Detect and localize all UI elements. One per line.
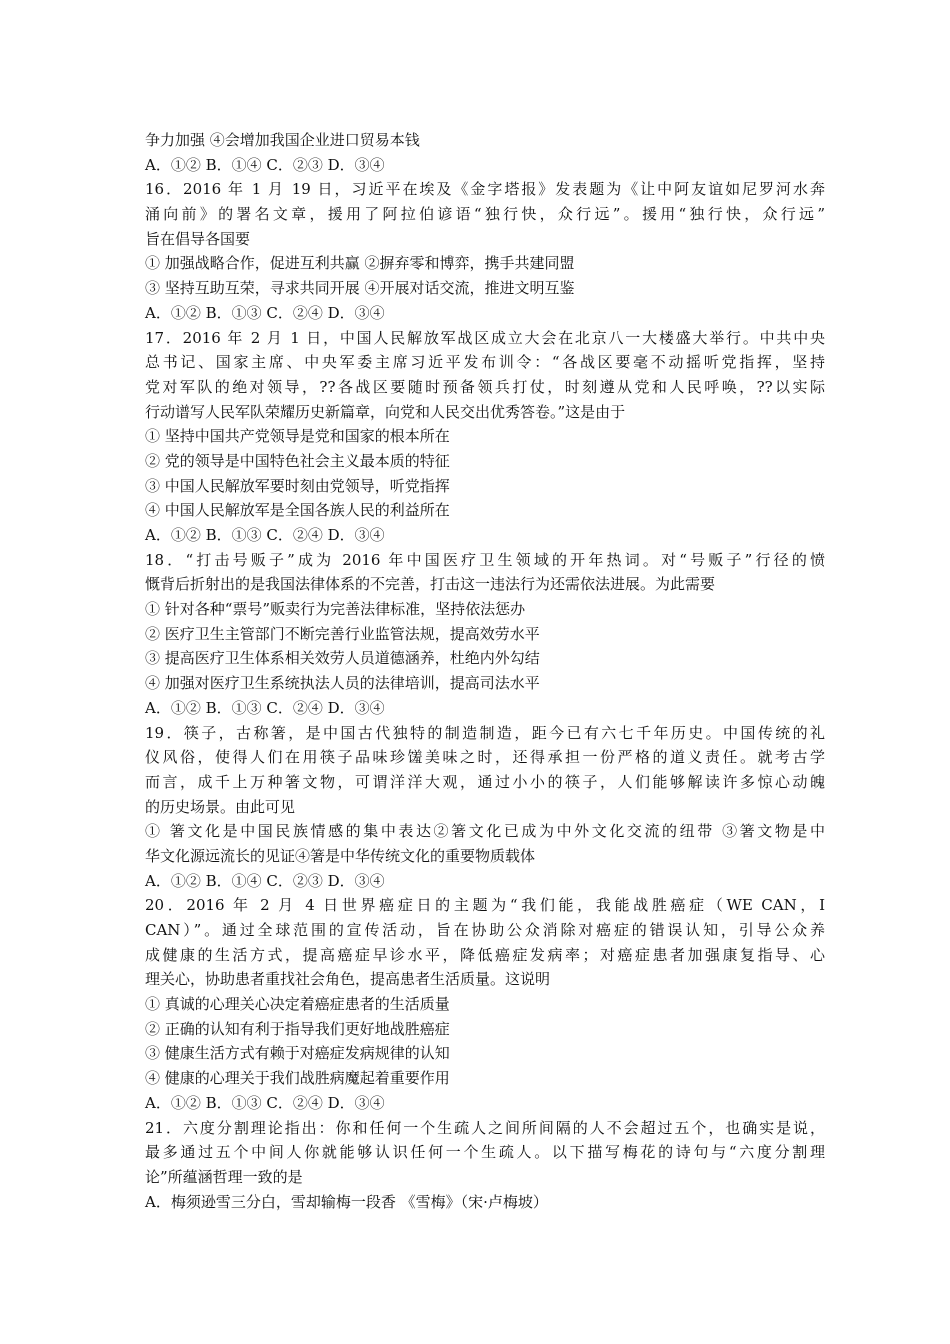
question-17-statement: ① 坚持中国共产党领导是党和国家的根本所在 — [145, 427, 450, 446]
question-18-stem: 慨背后折射出的是我国法律体系的不完善，打击这一违法行为还需依法进展。为此需要 — [145, 575, 716, 594]
question-20-stem: 20．2016 年 2 月 4 日世界癌症日的主题为“我们能，我能战胜癌症（WE CAN，I — [145, 896, 825, 915]
question-20-statement: ① 真诚的心理关心决定着癌症患者的生活质量 — [145, 995, 450, 1014]
question-18-statement: ④ 加强对医疗卫生系统执法人员的法律培训，提高司法水平 — [145, 674, 540, 693]
question-17-stem: 党对军队的绝对领导，??各战区要随时预备领兵打仗，时刻遵从党和人民呼唤，??以实际 — [145, 377, 825, 396]
question-17-statement: ④ 中国人民解放军是全国各族人民的利益所在 — [145, 501, 450, 520]
answer-option-21-a: A．梅须逊雪三分白，雪却输梅一段香 《雪梅》（宋·卢梅坡） — [145, 1192, 548, 1211]
answer-options-20: A．①② B．①③ C．②④ D．③④ — [145, 1093, 385, 1112]
question-16-statement: ③ 坚持互助互荣，寻求共同开展 ④开展对话交流，推进文明互鉴 — [145, 279, 575, 298]
question-19-stem: 19．筷子，古称箸，是中国古代独特的制造制造，距今已有六七千年历史。中国传统的礼 — [145, 723, 825, 742]
question-16-statement: ① 加强战略合作，促进互利共赢 ②摒弃零和博弈，携手共建同盟 — [145, 254, 575, 273]
question-20-statement: ④ 健康的心理关于我们战胜病魔起着重要作用 — [145, 1069, 450, 1088]
question-20-statement: ② 正确的认知有利于指导我们更好地战胜癌症 — [145, 1019, 450, 1038]
answer-options-17: A．①② B．①③ C．②④ D．③④ — [145, 526, 385, 544]
exam-page — [145, 128, 825, 1214]
question-18-statement: ① 针对各种“票号”贩卖行为完善法律标准，坚持依法惩办 — [145, 600, 526, 619]
question-19-stem: 而言，成千上万种箸文物，可谓洋洋大观，通过小小的筷子，人们能够解读许多惊心动魄 — [145, 772, 825, 791]
question-20-stem: 理关心，协助患者重找社会角色，提高患者生活质量。这说明 — [145, 970, 551, 989]
question-17-statement: ② 党的领导是中国特色社会主义最本质的特征 — [145, 451, 450, 470]
question-17-stem: 17．2016 年 2 月 1 日，中国人民解放军战区成立大会在北京八一大楼盛大举行。中共中央 — [145, 328, 825, 347]
question-19-statement: 华文化源远流长的见证④箸是中华传统文化的重要物质载体 — [145, 846, 536, 865]
question-20-stem: CAN）”。通过全球范围的宣传活动，旨在协助公众消除对癌症的错误认知，引导公众养 — [145, 921, 825, 939]
question-17-statement: ③ 中国人民解放军要时刻由党领导，听党指挥 — [145, 476, 450, 495]
question-19-stem: 仪风俗，使得人们在用筷子品味珍馐美味之时，还得承担一份严格的道义责任。就考古学 — [145, 748, 825, 767]
question-18-statement: ③ 提高医疗卫生体系相关效劳人员道德涵养，杜绝内外勾结 — [145, 649, 540, 668]
question-20-statement: ③ 健康生活方式有赖于对癌症发病规律的认知 — [145, 1044, 450, 1063]
question-16-stem: 16．2016 年 1 月 19 日，习近平在埃及《金字塔报》发表题为《让中阿友谊如尼罗河水奔 — [145, 180, 825, 199]
question-19-statement: ① 箸文化是中国民族情感的集中表达②箸文化已成为中外文化交流的纽带 ③箸文物是中 — [145, 822, 825, 841]
question-16-stem: 旨在倡导各国要 — [145, 229, 251, 248]
question-17-stem: 行动谱写人民军队荣耀历史新篇章，向党和人民交出优秀答卷。”这是由于 — [145, 402, 626, 421]
answer-options-19: A．①② B．①④ C．②③ D．③④ — [145, 871, 385, 890]
answer-options-16: A．①② B．①③ C．②④ D．③④ — [145, 303, 385, 322]
question-21-stem: 21．六度分割理论指出：你和任何一个生疏人之间所间隔的人不会超过五个，也确实是说， — [145, 1118, 825, 1137]
question-19-stem: 的历史场景。由此可见 — [145, 797, 296, 816]
answer-options-18: A．①② B．①③ C．②④ D．③④ — [145, 698, 385, 717]
text-line: 争力加强 ④会增加我国企业进口贸易本钱 — [145, 131, 420, 149]
answer-options-15: A．①② B．①④ C．②③ D．③④ — [145, 155, 385, 174]
question-20-stem: 成健康的生活方式，提高癌症早诊水平，降低癌症发病率；对癌症患者加强康复指导、心 — [145, 945, 825, 964]
question-17-stem: 总书记、国家主席、中央军委主席习近平发布训令：“各战区要毫不动摇听党指挥，坚持 — [145, 353, 825, 372]
question-18-stem: 18．“打击号贩子”成为 2016 年中国医疗卫生领域的开年热词。对“号贩子”行径的愤 — [145, 550, 825, 569]
question-18-statement: ② 医疗卫生主管部门不断完善行业监管法规，提高效劳水平 — [145, 624, 540, 643]
question-16-stem: 涌向前》的署名文章，援用了阿拉伯谚语“独行快，众行远”。援用“独行快，众行远” — [145, 205, 825, 224]
question-21-stem: 论”所蕴涵哲理一致的是 — [145, 1167, 303, 1186]
question-21-stem: 最多通过五个中间人你就能够认识任何一个生疏人。以下描写梅花的诗句与“六度分割理 — [145, 1143, 825, 1162]
